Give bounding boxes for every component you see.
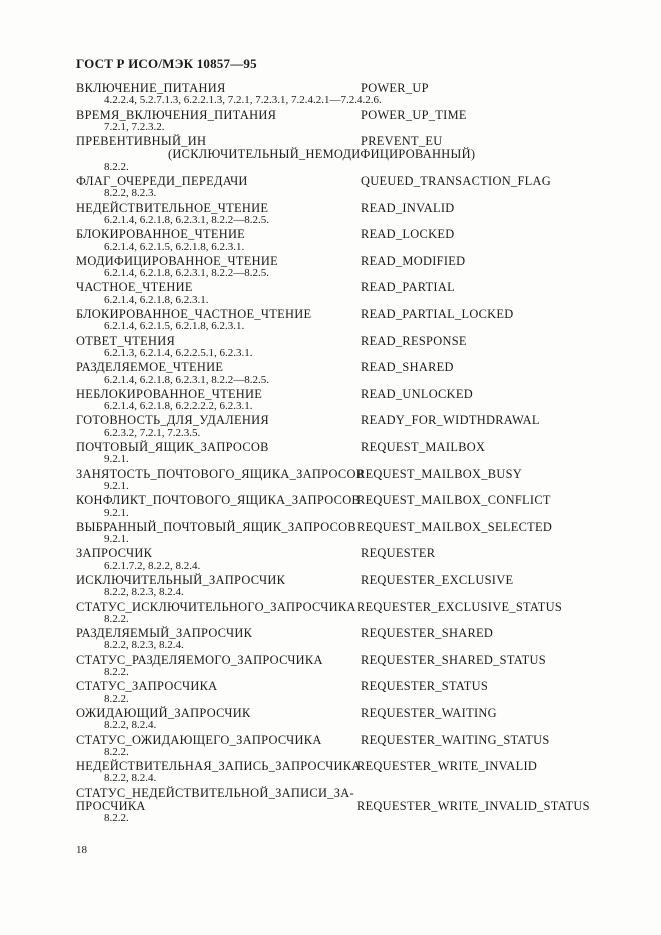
term-russian: ВРЕМЯ_ВКЛЮЧЕНИЯ_ПИТАНИЯ [76,107,277,122]
term-russian: РАЗДЕЛЯЕМЫЙ_ЗАПРОСЧИК [76,626,253,641]
term-references: 6.2.1.4, 6.2.1.5, 6.2.1.8, 6.2.3.1. [104,320,245,333]
term-russian: БЛОКИРОВАННОЕ_ЧАСТНОЕ_ЧТЕНИЕ [76,307,312,322]
term-references: 8.2.2. [104,692,129,705]
glossary-term [76,520,636,533]
term-english: REQUESTER [361,546,436,561]
term-english: READ_UNLOCKED [361,386,473,401]
term-russian: КОНФЛИКТ_ПОЧТОВОГО_ЯЩИКА_ЗАПРОСОВ [76,493,361,508]
glossary-term [76,174,636,187]
term-russian: СТАТУС_ЗАПРОСЧИКА [76,679,218,694]
term-russian: ОЖИДАЮЩИЙ_ЗАПРОСЧИК [76,705,251,720]
term-english: REQUESTER_EXCLUSIVE_STATUS [357,599,563,614]
term-references: 9.2.1. [104,453,129,466]
glossary-term [76,81,636,94]
term-english: REQUESTER_EXCLUSIVE [361,572,514,587]
glossary-term [76,307,636,320]
glossary-term [76,600,636,613]
glossary-term [76,201,636,214]
term-references: 6.2.1.7.2, 8.2.2, 8.2.4. [104,559,201,572]
term-russian: МОДИФИЦИРОВАННОЕ_ЧТЕНИЕ [76,253,278,268]
glossary-term [76,706,636,719]
glossary-term [76,493,636,506]
term-references: 8.2.2. [104,812,129,825]
term-references: 9.2.1. [104,506,129,519]
term-references: 8.2.2, 8.2.4. [104,772,157,785]
glossary-term [76,134,636,147]
document-header: ГОСТ Р ИСО/МЭК 10857—95 [76,56,257,71]
term-russian: ПОЧТОВЫЙ_ЯЩИК_ЗАПРОСОВ [76,440,269,455]
term-english: REQUEST_MAILBOX [361,440,486,455]
term-russian: ПРЕВЕНТИВНЫЙ_ИН [76,134,207,149]
term-russian: СТАТУС_ИСКЛЮЧИТЕЛЬНОГО_ЗАПРОСЧИКА [76,599,356,614]
term-references: 4.2.2.4, 5.2.7.1.3, 6.2.2.1.3, 7.2.1, 7.2.3.1, 7.2.4.2.1—7.2.4.2.6. [104,94,382,107]
term-russian-continuation: (ИСКЛЮЧИТЕЛЬНЫЙ_НЕМОДИФИЦИРОВАННЫЙ) [168,147,476,162]
glossary-term [76,733,636,746]
glossary-term [76,254,636,267]
term-russian: НЕДЕЙСТВИТЕЛЬНАЯ_ЗАПИСЬ_ЗАПРОСЧИКА [76,759,361,774]
term-english: READ_INVALID [361,200,455,215]
term-english: READ_LOCKED [361,227,455,242]
term-references: 6.2.1.4, 6.2.1.8, 6.2.2.2.2, 6.2.3.1. [104,400,253,413]
term-references: 6.2.1.3, 6.2.1.4, 6.2.2.5.1, 6.2.3.1. [104,346,253,359]
term-russian: ОТВЕТ_ЧТЕНИЯ [76,333,176,348]
term-english: READ_PARTIAL_LOCKED [361,307,514,322]
term-russian: СТАТУС_РАЗДЕЛЯЕМОГО_ЗАПРОСЧИКА [76,652,323,667]
term-russian: ВЫБРАННЫЙ_ПОЧТОВЫЙ_ЯЩИК_ЗАПРОСОВ [76,519,356,534]
term-english: REQUEST_MAILBOX_BUSY [357,466,523,481]
term-references: 8.2.2. [104,160,129,173]
term-references: 8.2.2, 8.2.4. [104,719,157,732]
term-russian: ИСКЛЮЧИТЕЛЬНЫЙ_ЗАПРОСЧИК [76,572,286,587]
page-number: 18 [76,844,87,856]
term-references: 8.2.2, 8.2.3, 8.2.4. [104,639,184,652]
term-english: REQUESTER_WRITE_INVALID [357,759,538,774]
glossary-term [76,108,636,121]
glossary-term [76,653,636,666]
term-russian: ФЛАГ_ОЧЕРЕДИ_ПЕРЕДАЧИ [76,174,248,189]
glossary-term [76,280,636,293]
term-russian: СТАТУС_ОЖИДАЮЩЕГО_ЗАПРОСЧИКА [76,732,322,747]
term-english: POWER_UP [361,81,429,95]
glossary-term [76,387,636,400]
term-english: REQUESTER_STATUS [361,679,489,694]
term-russian-continuation: ПРОСЧИКА [76,799,146,814]
glossary-term [76,413,636,426]
glossary-term [76,440,636,453]
glossary-term [76,786,636,799]
term-english: READ_MODIFIED [361,253,466,268]
glossary-list [76,81,636,826]
term-references: 8.2.2. [104,666,129,679]
glossary-term [76,334,636,347]
term-english: READ_SHARED [361,360,454,375]
term-english: REQUESTER_SHARED_STATUS [361,652,546,667]
glossary-term [76,360,636,373]
term-references: 9.2.1. [104,479,129,492]
term-russian: НЕДЕЙСТВИТЕЛЬНОЕ_ЧТЕНИЕ [76,200,269,215]
term-english: POWER_UP_TIME [361,107,467,122]
glossary-term [76,546,636,559]
term-references: 6.2.1.4, 6.2.1.5, 6.2.1.8, 6.2.3.1. [104,240,245,253]
term-russian: ГОТОВНОСТЬ_ДЛЯ_УДАЛЕНИЯ [76,413,269,428]
term-references: 6.2.1.4, 6.2.1.8, 6.2.3.1. [104,293,209,306]
term-russian: НЕБЛОКИРОВАННОЕ_ЧТЕНИЕ [76,386,263,401]
term-english: READY_FOR_WIDTHDRAWAL [361,413,540,428]
term-references: 7.2.1, 7.2.3.2. [104,120,165,133]
term-references: 8.2.2, 8.2.3. [104,187,157,200]
term-russian: ЗАНЯТОСТЬ_ПОЧТОВОГО_ЯЩИКА_ЗАПРОСОВ [76,466,365,481]
term-references: 6.2.1.4, 6.2.1.8, 6.2.3.1, 8.2.2—8.2.5. [104,213,269,226]
term-english: READ_RESPONSE [361,333,467,348]
term-english: REQUESTER_SHARED [361,626,494,641]
term-russian: ЧАСТНОЕ_ЧТЕНИЕ [76,280,193,295]
term-russian: ВКЛЮЧЕНИЕ_ПИТАНИЯ [76,81,226,95]
term-russian: СТАТУС_НЕДЕЙСТВИТЕЛЬНОЙ_ЗАПИСИ_ЗА- [76,785,354,800]
term-references: 9.2.1. [104,533,129,546]
term-russian: РАЗДЕЛЯЕМОЕ_ЧТЕНИЕ [76,360,224,375]
glossary-term-continuation [76,147,636,160]
glossary-term [76,679,636,692]
term-references: 8.2.2. [104,612,129,625]
glossary-term [76,759,636,772]
glossary-term [76,467,636,480]
term-references: 8.2.2, 8.2.3, 8.2.4. [104,586,184,599]
term-russian: БЛОКИРОВАННОЕ_ЧТЕНИЕ [76,227,246,242]
term-english: PREVENT_EU [361,134,443,149]
term-english: REQUEST_MAILBOX_SELECTED [357,519,553,534]
term-english: REQUESTER_WAITING_STATUS [361,732,550,747]
term-english: REQUEST_MAILBOX_CONFLICT [357,493,551,508]
term-references: 6.2.3.2, 7.2.1, 7.2.3.5. [104,426,201,439]
term-english: REQUESTER_WRITE_INVALID_STATUS [357,799,590,814]
term-references: 6.2.1.4, 6.2.1.8, 6.2.3.1, 8.2.2—8.2.5. [104,267,269,280]
term-references: 6.2.1.4, 6.2.1.8, 6.2.3.1, 8.2.2—8.2.5. [104,373,269,386]
glossary-term [76,573,636,586]
term-references: 8.2.2. [104,745,129,758]
glossary-term [76,626,636,639]
term-english: READ_PARTIAL [361,280,455,295]
term-russian: ЗАПРОСЧИК [76,546,153,561]
term-english: REQUESTER_WAITING [361,705,497,720]
glossary-term-continuation [76,799,636,812]
term-english: QUEUED_TRANSACTION_FLAG [361,174,552,189]
glossary-term [76,227,636,240]
